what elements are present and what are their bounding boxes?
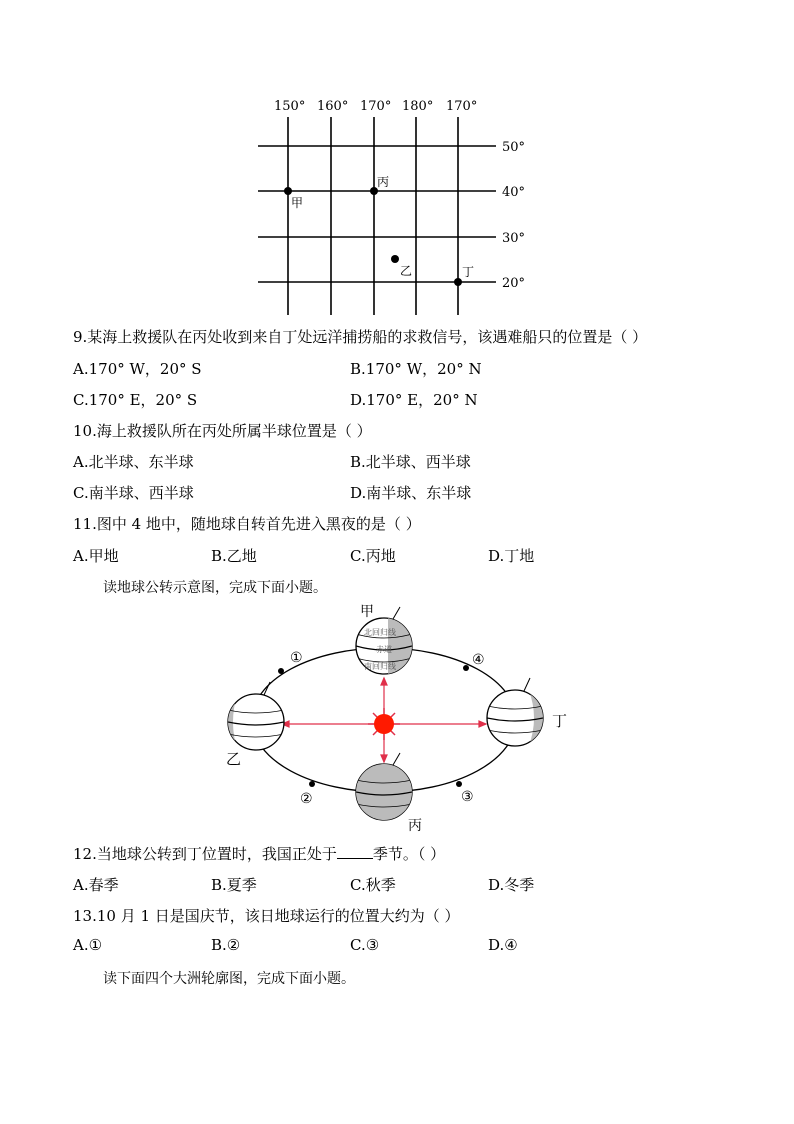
- globe-label-tropic-n: 北回归线: [364, 628, 396, 637]
- lon-label-3: 170°: [360, 99, 392, 114]
- lat-label-30: 30°: [502, 231, 526, 246]
- q9-option-b[interactable]: B.170° W，20° N: [350, 360, 482, 378]
- point-ding: [454, 278, 462, 286]
- lat-lon-grid-map: [240, 90, 540, 320]
- q12-text-after: 季节。（ ）: [372, 845, 446, 863]
- orbit-label-ding: 丁: [552, 712, 568, 730]
- q11-option-d[interactable]: D.丁地: [488, 547, 535, 565]
- q11-option-b[interactable]: B.乙地: [211, 547, 257, 565]
- q10-option-a[interactable]: A.北半球、东半球: [73, 453, 194, 471]
- globe-label-equator: 赤道: [376, 645, 392, 654]
- q9-option-d[interactable]: D.170° E，20° N: [350, 391, 478, 409]
- earth-orbit-diagram: [218, 598, 568, 838]
- label-yi: 乙: [400, 264, 413, 278]
- q12-option-b[interactable]: B.夏季: [211, 876, 257, 894]
- lon-label-5: 170°: [446, 99, 478, 114]
- orbit-label-bing: 丙: [408, 818, 422, 834]
- lat-label-20: 20°: [502, 276, 526, 291]
- globe-label-tropic-s: 南回归线: [364, 662, 396, 671]
- q13-option-a[interactable]: A.①: [73, 936, 103, 954]
- lon-label-1: 150°: [274, 99, 306, 114]
- q12-option-c[interactable]: C.秋季: [350, 876, 396, 894]
- lon-label-4: 180°: [402, 99, 434, 114]
- intro-continents: 读下面四个大洲轮廓图，完成下面小题。: [103, 971, 355, 987]
- marker-dot-3: [456, 781, 462, 787]
- q11-option-a[interactable]: A.甲地: [73, 547, 119, 565]
- orbit-label-yi: 乙: [226, 750, 242, 768]
- marker-dot-4: [463, 665, 469, 671]
- question-13: 13.10 月 1 日是国庆节，该日地球运行的位置大约为（ ）: [73, 907, 460, 925]
- marker-2: ②: [300, 791, 313, 807]
- q13-option-c[interactable]: C.③: [350, 936, 380, 954]
- orbit-label-jia: 甲: [360, 604, 374, 620]
- question-10: 10.海上救援队所在丙处所属半球位置是（ ）: [73, 422, 372, 440]
- q9-option-a[interactable]: A.170° W，20° S: [73, 360, 202, 378]
- marker-dot-1: [278, 668, 284, 674]
- globe-yi: [213, 682, 284, 752]
- marker-4: ④: [472, 652, 485, 668]
- q13-option-b[interactable]: B.②: [211, 936, 241, 954]
- q10-option-c[interactable]: C.南半球、西半球: [73, 484, 194, 502]
- q10-option-d[interactable]: D.南半球、东半球: [350, 484, 472, 502]
- marker-dot-2: [309, 781, 315, 787]
- label-jia: 甲: [291, 196, 304, 210]
- q13-option-d[interactable]: D.④: [488, 936, 518, 954]
- q11-option-c[interactable]: C.丙地: [350, 547, 396, 565]
- q12-text-before: 12.当地球公转到丁位置时，我国正处于: [73, 845, 337, 863]
- globe-bing: [354, 753, 416, 823]
- sun-icon: [368, 708, 400, 740]
- marker-3: ③: [461, 789, 474, 805]
- q9-option-c[interactable]: C.170° E，20° S: [73, 391, 198, 409]
- q12-blank[interactable]: [337, 844, 373, 859]
- marker-1: ①: [290, 650, 303, 666]
- question-11: 11.图中 4 地中，随地球自转首先进入黑夜的是（ ）: [73, 515, 421, 533]
- question-12: [73, 843, 445, 864]
- label-ding: 丁: [462, 265, 475, 279]
- question-9: 9.某海上救援队在丙处收到来自丁处远洋捕捞船的求救信号，该遇难船只的位置是（ ）: [73, 328, 648, 346]
- q12-option-d[interactable]: D.冬季: [488, 876, 535, 894]
- point-jia: [284, 187, 292, 195]
- point-yi: [391, 255, 399, 263]
- q10-option-b[interactable]: B.北半球、西半球: [350, 453, 471, 471]
- lat-label-50: 50°: [502, 140, 526, 155]
- lon-label-2: 160°: [317, 99, 349, 114]
- globe-ding: [487, 678, 548, 748]
- lat-label-40: 40°: [502, 185, 526, 200]
- q12-option-a[interactable]: A.春季: [73, 876, 119, 894]
- intro-orbit: 读地球公转示意图，完成下面小题。: [103, 580, 327, 596]
- label-bing: 丙: [377, 175, 390, 189]
